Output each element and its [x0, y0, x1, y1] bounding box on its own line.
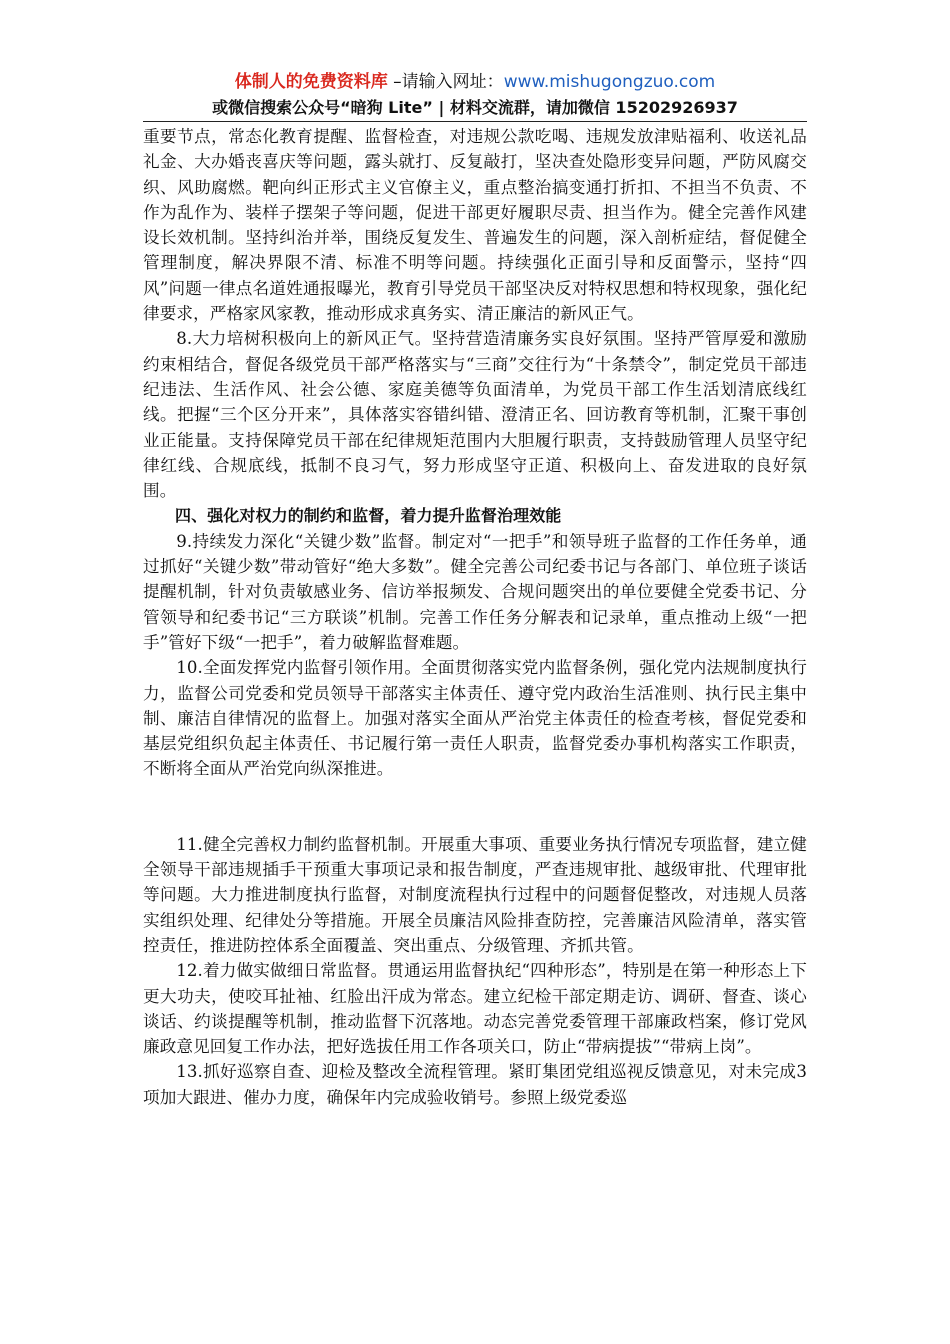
paragraph-item-10: 10.全面发挥党内监督引领作用。全面贯彻落实党内监督条例，强化党内法规制度执行力，监督公司党委和党员领导干部落实主体责任、遵守党内政治生活准则、执行民主集中制、廉洁自律情况的监督上。加强对落实全面从严治党主体责任的检查考核，督促党委和基层党组织负起主体责任、书记履行第一责任人职责，监督党委办事机构落实工作职责，不断将全面从严治党向纵深推进。 [143, 658, 807, 779]
banner-url-link[interactable]: www.mishugongzuo.com [503, 72, 716, 92]
section-heading-4: 四、强化对权力的制约和监督，着力提升监督治理效能 [175, 506, 562, 526]
paragraph-continued: 重要节点，常态化教育提醒、监督检查，对违规公款吃喝、违规发放津贴福利、收送礼品礼金、大办婚丧喜庆等问题，露头就打、反复敲打，坚决查处隐形变异问题，严防风腐交织、风助腐燃。靶向纠正形式主义官僚主义，重点整治搞变通打折扣、不担当不负责、不作为乱作为、装样子摆架子等问题，促进干部更好履职尽责、担当作为。健全完善作风建设长效机制。坚持纠治并举，围绕反复发生、普遍发生的问题，深入剖析症结，督促健全管理制度，解决界限不清、标准不明等问题。持续强化正面引导和反面警示，坚持“四风”问题一律点名道姓通报曝光，教育引导党员干部坚决反对特权思想和特权现象，强化纪律要求，严格家风家教，推动形成求真务实、清正廉洁的新风正气。 [143, 127, 807, 324]
header-divider [143, 121, 807, 122]
banner-brand: 体制人的免费资料库 [234, 72, 388, 92]
banner-prompt: –请输入网址： [387, 72, 504, 92]
banner-line-1 [0, 70, 950, 94]
page-gap [143, 782, 807, 832]
site-banner [0, 70, 950, 119]
paragraph-item-13: 13.抓好巡察自查、迎检及整改全流程管理。紧盯集团党组巡视反馈意见，对未完成3项加大跟进、催办力度，确保年内完成验收销号。参照上级党委巡 [143, 1062, 807, 1107]
paragraph-item-9: 9.持续发力深化“关键少数”监督。制定对“一把手”和领导班子监督的工作任务单，通过抓好“关键少数”带动管好“绝大多数”。健全完善公司纪委书记与各部门、单位班子谈话提醒机制，针对负责敏感业务、信访举报频发、合规问题突出的单位要健全党委书记、分管领导和纪委书记“三方联谈”机制。完善工作任务分解表和记录单，重点推动上级“一把手”管好下级“一把手”，着力破解监督难题。 [143, 531, 807, 652]
paragraph-item-12: 12.着力做实做细日常监督。贯通运用监督执纪“四种形态”，特别是在第一种形态上下更大功夫，使咬耳扯袖、红脸出汗成为常态。建立纪检干部定期走访、调研、督查、谈心谈话、约谈提醒等机制，推动监督下沉落地。动态完善党委管理干部廉政档案，修订党风廉政意见回复工作办法，把好选拔任用工作各项关口，防止“带病提拔”“带病上岗”。 [143, 961, 807, 1057]
paragraph-item-8: 8.大力培树积极向上的新风正气。坚持营造清廉务实良好氛围。坚持严管厚爱和激励约束相结合，督促各级党员干部严格落实与“三商”交往行为“十条禁令”，制定党员干部违纪违法、生活作风、社会公德、家庭美德等负面清单，为党员干部工作生活划清底线红线。把握“三个区分开来”，具体落实容错纠错、澄清正名、回访教育等机制，汇聚干事创业正能量。支持保障党员干部在纪律规矩范围内大胆履行职责，支持鼓励管理人员坚守纪律红线、合规底线，抵制不良习气，努力形成坚守正道、积极向上、奋发进取的良好氛围。 [143, 329, 807, 501]
banner-line-2: 或微信搜索公众号“暗狗 Lite” | 材料交流群，请加微信 15202926937 [212, 98, 738, 117]
document-body [143, 124, 807, 1110]
paragraph-item-11: 11.健全完善权力制约监督机制。开展重大事项、重要业务执行情况专项监督，建立健全领导干部违规插手干预重大事项记录和报告制度，严查违规审批、越级审批、代理审批等问题。大力推进制度执行监督，对制度流程执行过程中的问题督促整改，对违规人员落实组织处理、纪律处分等措施。开展全员廉洁风险排查防控，完善廉洁风险清单，落实管控责任，推进防控体系全面覆盖、突出重点、分级管理、齐抓共管。 [143, 834, 807, 955]
